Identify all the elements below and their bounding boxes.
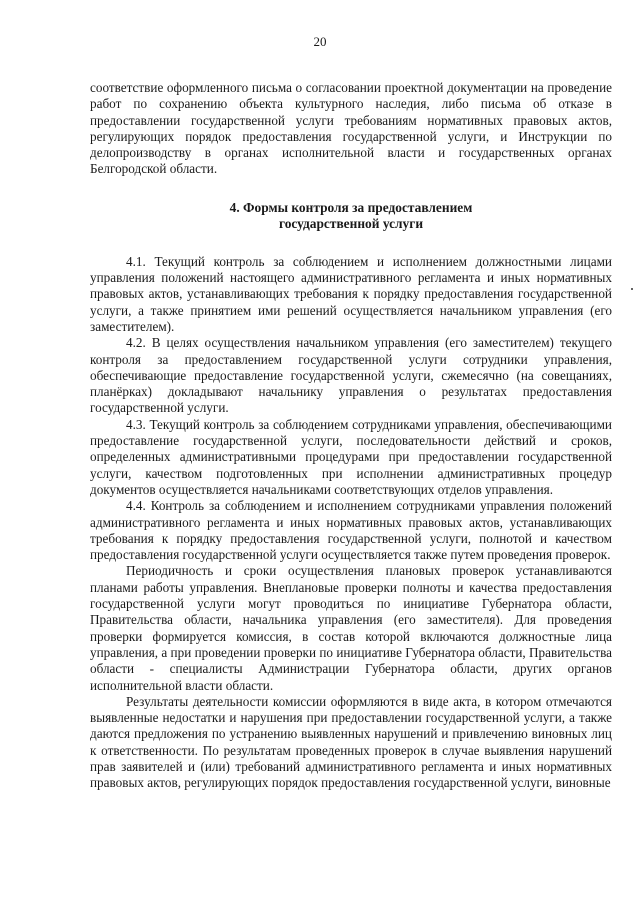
section-heading-line2: государственной услуги bbox=[278, 216, 424, 232]
scan-speck bbox=[631, 288, 633, 290]
document-body bbox=[90, 80, 612, 792]
paragraph-results: Результаты деятельности комиссии оформляются в виде акта, в котором отмечаются выявленные недостатки и нарушения при предоставлении государственной услуги, а также даются предложения по устранению выявленных нарушений и привлечению виновных лиц к ответственности. По результатам проведенных проверок в случае выявления нарушений прав заявителей и (или) требований административного регламента и иных нормативных правовых актов, регулирующих порядок предоставления государственной услуги, виновные bbox=[90, 693, 612, 791]
paragraph-4-1: 4.1. Текущий контроль за соблюдением и исполнением должностными лицами управления положений настоящего административного регламента и иных нормативных правовых актов, устанавливающих требования к порядку предоставления государственной услуги, а также принятием ими решений осуществляется начальником управления (его заместителем). bbox=[90, 253, 612, 334]
paragraph-inspections: Периодичность и сроки осуществления плановых проверок устанавливаются планами работы управления. Внеплановые проверки полноты и качества предоставления государственной услуги могут проводиться по инициативе Губернатора области, Правительства области, начальника управления (его заместителя). Для проведения проверки формируется комиссия, в состав которой включаются должностные лица управления, а при проведении проверки по инициативе Губернатора области, Правительства области - специалисты Администрации Губернатора области, других органов исполнительной власти области. bbox=[90, 563, 612, 693]
paragraph-4-3: 4.3. Текущий контроль за соблюдением сотрудниками управления, обеспечивающими предоставление государственной услуги, последовательности действий и сроков, определенных административными процедурами при предоставлении государственной услуги, качеством подготовленных при исполнении административных процедур документов осуществляется начальниками соответствующих отделов управления. bbox=[90, 416, 612, 497]
page-number: 20 bbox=[313, 34, 327, 49]
intro-paragraph: соответствие оформленного письма о согласовании проектной документации на проведение работ по сохранению объекта культурного наследия, либо письма об отказе в предоставлении государственной услуги требованиям нормативных правовых актов, регулирующих порядок предоставления государственной услуги, и Инструкции по делопроизводству в органах исполнительной власти и государственных органах Белгородской области. bbox=[90, 80, 612, 177]
paragraph-4-2: 4.2. В целях осуществления начальником управления (его заместителем) текущего контроля за предоставлением государственной услуги сотрудники управления, обеспечивающие предоставление государственной услуги, сжемесячно (на совещаниях, планёрках) докладывают начальнику управления о результатах предоставления государственной услуги. bbox=[90, 335, 612, 416]
paragraph-4-4: 4.4. Контроль за соблюдением и исполнением сотрудниками управления положений административного регламента и иных нормативных правовых актов, устанавливающих требования к порядку предоставления государственной услуги, полнотой и качеством предоставления государственной услуги осуществляется также путем проведения проверок. bbox=[90, 498, 612, 563]
section-heading-line1: 4. Формы контроля за предоставлением bbox=[229, 199, 473, 215]
section-heading bbox=[90, 200, 612, 233]
